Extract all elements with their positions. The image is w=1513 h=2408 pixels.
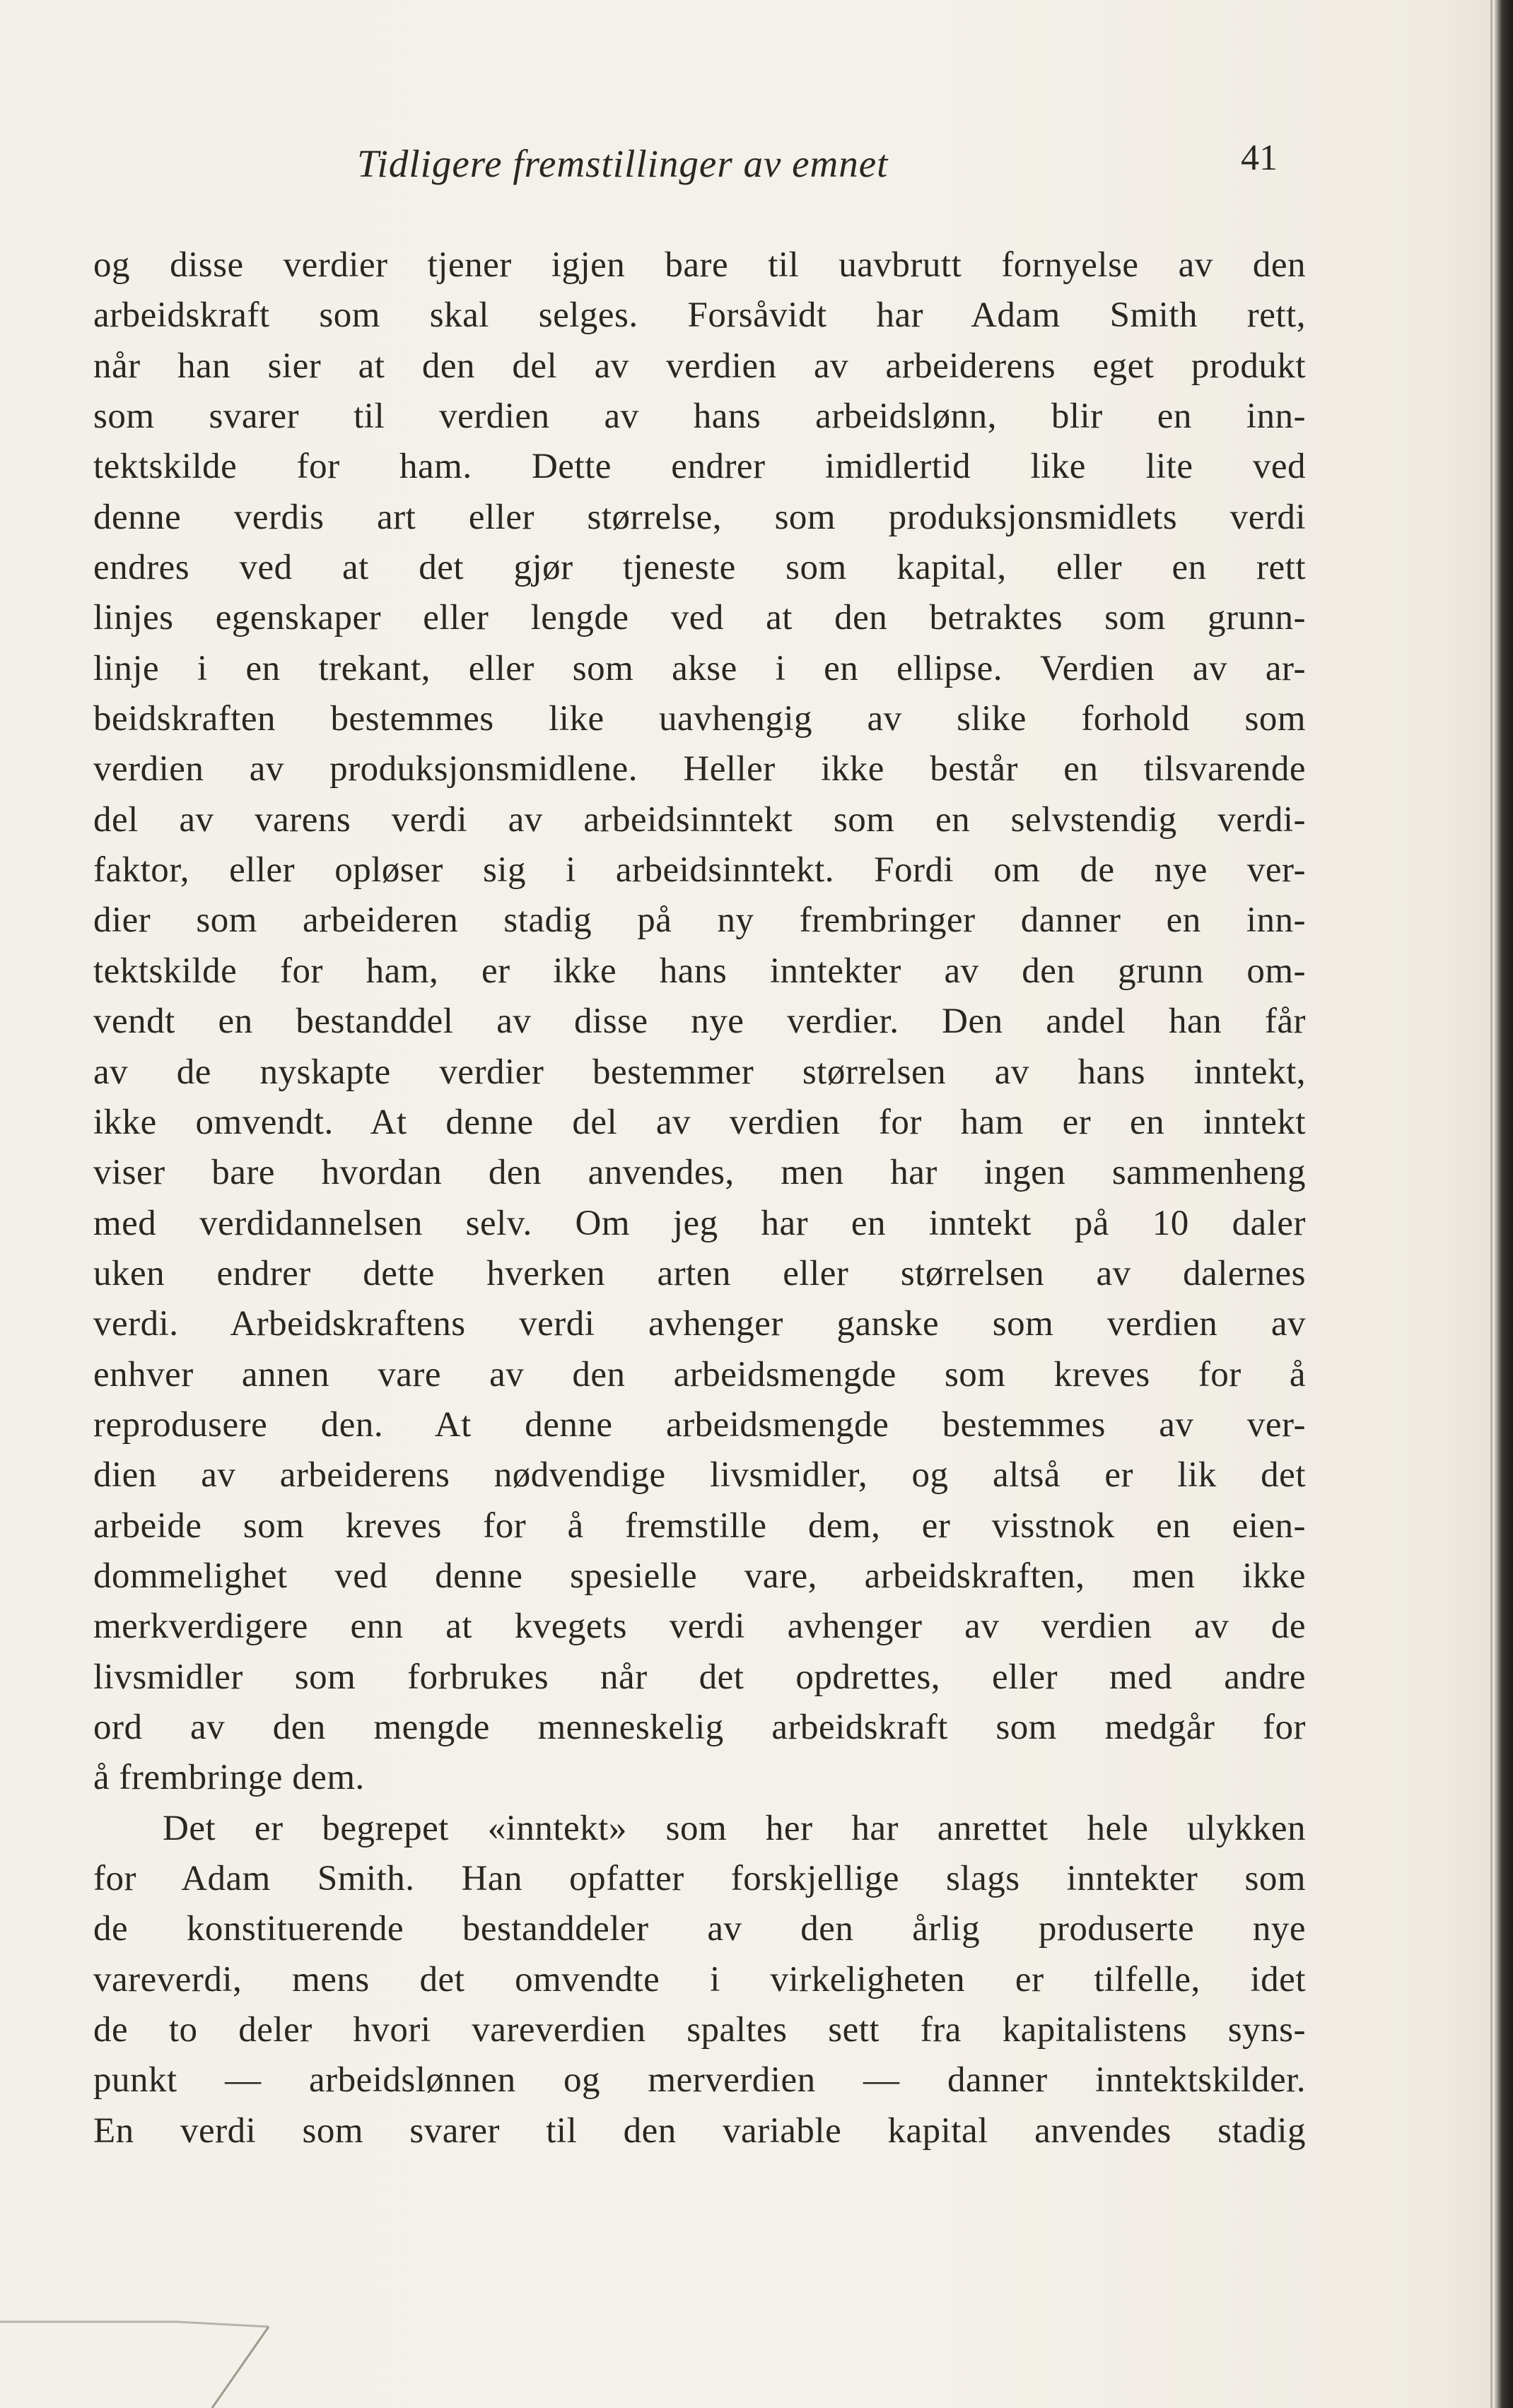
text-line: reprodusere den. At denne arbeidsmengde bestemmes av ver- <box>93 1404 1306 1445</box>
text-line: faktor, eller opløser sig i arbeidsinntekt. Fordi om de nye ver- <box>93 850 1306 891</box>
page-number: 41 <box>1241 138 1278 178</box>
body-text <box>93 240 1306 2156</box>
text-line: En verdi som svarer til den variable kapital anvendes stadig <box>93 2110 1306 2151</box>
text-line: de to deler hvori vareverdien spaltes sett fra kapitalistens syns- <box>93 2010 1306 2050</box>
text-line: denne verdis art eller størrelse, som produksjonsmidlets verdi <box>93 497 1306 537</box>
text-line: de konstituerende bestanddeler av den årlig produserte nye <box>93 1909 1306 1949</box>
text-line: livsmidler som forbrukes når det opdrettes, eller med andre <box>93 1657 1306 1697</box>
text-line: å frembringe dem. <box>93 1758 365 1798</box>
text-line: linjes egenskaper eller lengde ved at den betraktes som grunn- <box>93 598 1306 638</box>
text-line: tektskilde for ham. Dette endrer imidlertid like lite ved <box>93 447 1306 487</box>
text-line: tektskilde for ham, er ikke hans inntekter av den grunn om- <box>93 951 1306 991</box>
running-title: Tidligere fremstillinger av emnet <box>357 142 889 185</box>
text-line: med verdidannelsen selv. Om jeg har en inntekt på 10 daler <box>93 1203 1306 1243</box>
text-line: beidskraften bestemmes like uavhengig av slike forhold som <box>93 699 1306 739</box>
paragraph-2 <box>93 1804 1306 2156</box>
text-line: Det er begrepet «inntekt» som her har anrettet hele ulykken <box>163 1808 1306 1848</box>
text-line: verdien av produksjonsmidlene. Heller ikke består en tilsvarende <box>93 749 1306 789</box>
text-line: endres ved at det gjør tjeneste som kapital, eller en rett <box>93 548 1306 588</box>
text-line: som svarer til verdien av hans arbeidslønn, blir en inn- <box>93 397 1306 437</box>
text-line: linje i en trekant, eller som akse i en ellipse. Verdien av ar- <box>93 648 1306 688</box>
text-line: uken endrer dette hverken arten eller størrelsen av dalernes <box>93 1253 1306 1293</box>
text-line: ord av den mengde menneskelig arbeidskraft som medgår for <box>93 1707 1306 1747</box>
text-line: for Adam Smith. Han opfatter forskjellige slags inntekter som <box>93 1859 1306 1898</box>
text-line: når han sier at den del av verdien av arbeiderens eget produkt <box>93 346 1306 386</box>
paragraph-1 <box>93 240 1306 1804</box>
text-line: av de nyskapte verdier bestemmer størrelsen av hans inntekt, <box>93 1052 1306 1092</box>
book-spine-shadow <box>1495 0 1513 2408</box>
pencil-mark <box>0 2283 297 2408</box>
text-line: vareverdi, mens det omvendte i virkeligheten er tilfelle, idet <box>93 1959 1306 1999</box>
text-line: arbeide som kreves for å fremstille dem, er visstnok en eien- <box>93 1505 1306 1546</box>
text-line: arbeidskraft som skal selges. Forsåvidt har Adam Smith rett, <box>93 295 1306 336</box>
text-line: og disse verdier tjener igjen bare til uavbrutt fornyelse av den <box>93 245 1306 285</box>
text-line: dien av arbeiderens nødvendige livsmidler, og altså er lik det <box>93 1455 1306 1496</box>
text-line: viser bare hvordan den anvendes, men har ingen sammenheng <box>93 1153 1306 1193</box>
text-line: punkt — arbeidslønnen og merverdien — danner inntektskilder. <box>93 2060 1306 2101</box>
text-line: merkverdigere enn at kvegets verdi avhenger av verdien av de <box>93 1607 1306 1647</box>
text-line: vendt en bestanddel av disse nye verdier. Den andel han får <box>93 1002 1306 1042</box>
text-line: dier som arbeideren stadig på ny frembringer danner en inn- <box>93 900 1306 941</box>
text-line: enhver annen vare av den arbeidsmengde som kreves for å <box>93 1354 1306 1394</box>
page-header <box>0 136 1513 199</box>
page-edge-line <box>1490 0 1492 2408</box>
text-line: del av varens verdi av arbeidsinntekt som en selvstendig verdi- <box>93 799 1306 840</box>
text-line: verdi. Arbeidskraftens verdi avhenger ganske som verdien av <box>93 1304 1306 1344</box>
text-line: ikke omvendt. At denne del av verdien for ham er en inntekt <box>93 1102 1306 1142</box>
text-line: dommelighet ved denne spesielle vare, arbeidskraften, men ikke <box>93 1556 1306 1596</box>
